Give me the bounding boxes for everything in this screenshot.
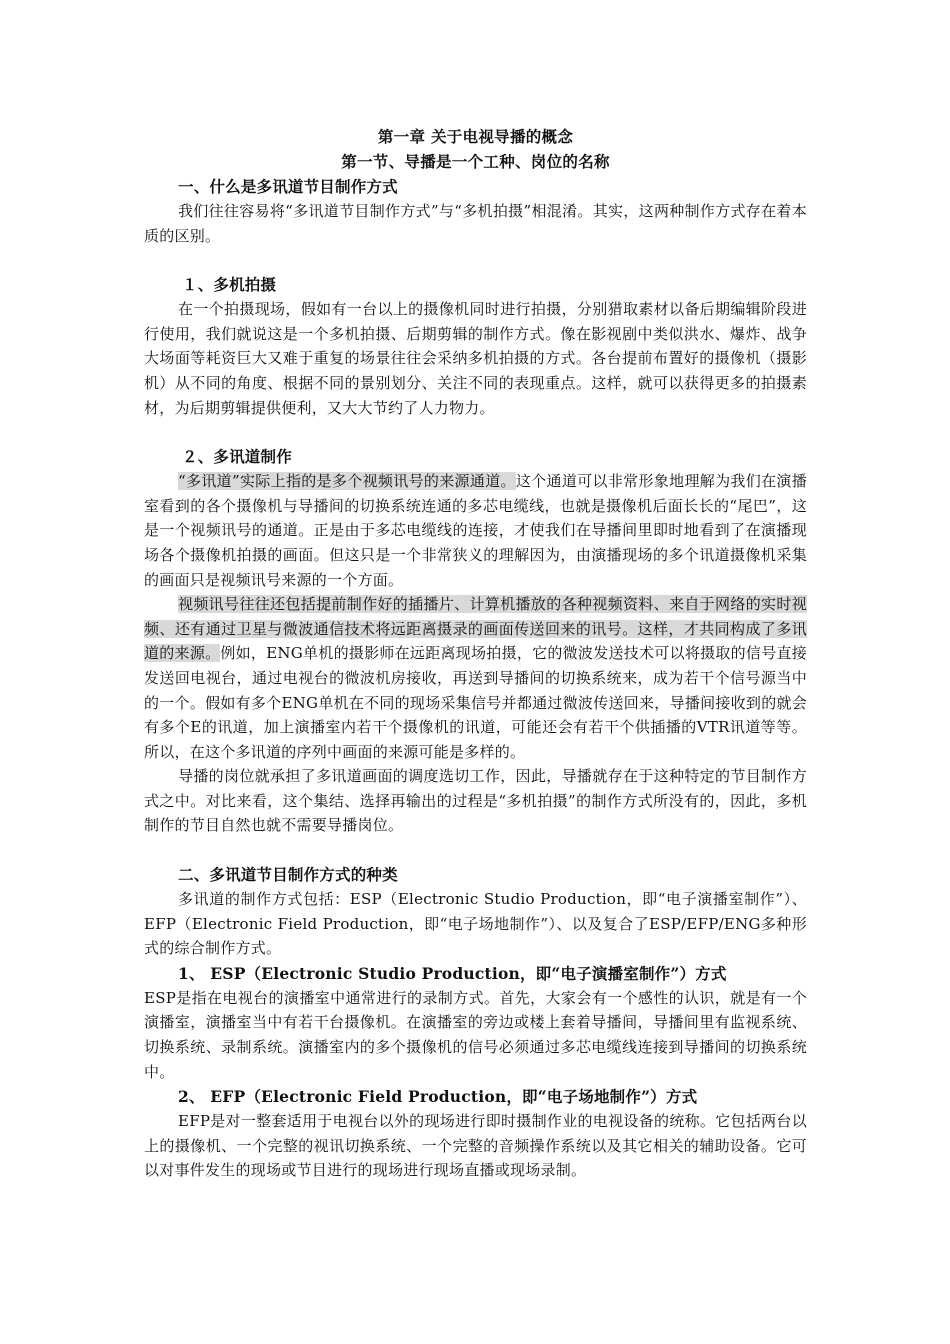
paragraph-text: 这个通道可以非常形象地理解为我们在演播室看到的各个摄像机与导播间的切换系统连通的多芯电缆线，也就是摄像机后面长长的“尾巴”，这是一个视频讯号的通道。正是由于多芯电缆线的连接，才使我们在导播间里即时地看到了在演播现场各个摄像机拍摄的画面。但这只是一个非常狭义的理解因为，由演播现场的多个讯道摄像机采集的画面只是视频讯号来源的一个方面。 bbox=[144, 472, 807, 589]
esp-paragraph: ESP是指在电视台的演播室中通常进行的录制方式。首先，大家会有一个感性的认识，就是有一个演播室，演播室当中有若干台摄像机。在演播室的旁边或楼上套着导播间，导播间里有监视系统、切换系统、录制系统。演播室内的多个摄像机的信号必须通过多芯电缆线连接到导播间的切换系统中。 bbox=[144, 988, 807, 1081]
document-body bbox=[144, 124, 807, 1183]
sub2-paragraph-3: 导播的岗位就承担了多讯道画面的调度选切工作，因此，导播就存在于这种特定的节目制作方式之中。对比来看，这个集结、选择再输出的过程是“多机拍摄”的制作方式所没有的，因此，多机制作的节目自然也就不需要导播岗位。 bbox=[144, 767, 807, 835]
efp-heading: 2、 EFP（Electronic Field Production，即“电子场地制作”）方式 bbox=[178, 1087, 698, 1107]
spacer bbox=[144, 420, 807, 444]
sub1-heading: １、多机拍摄 bbox=[182, 275, 277, 295]
paragraph-text: 例如，ENG单机的摄影师在远距离现场拍摄，它的微波发送技术可以将摄取的信号直接发送回电视台，通过电视台的微波机房接收，再送到导播间的切换系统来，成为若干个信号源当中的一个。假如有多个ENG单机在不同的现场采集信号并都通过微波传送回来，导播间接收到的就会有多个E的讯道，加上演播室内若干个摄像机的讯道，可能还会有若干个供插播的VTR讯道等等。所以，在这个多讯道的序列中画面的来源可能是多样的。 bbox=[144, 644, 807, 761]
part1-intro: 我们往往容易将“多讯道节目制作方式”与“多机拍摄”相混淆。其实，这两种制作方式存在着本质的区别。 bbox=[144, 202, 807, 245]
spacer bbox=[144, 248, 807, 272]
esp-heading: 1、 ESP（Electronic Studio Production，即“电子演播室制作”）方式 bbox=[178, 963, 727, 983]
efp-paragraph: EFP是对一整套适用于电视台以外的现场进行即时摄制作业的电视设备的统称。它包括两台以上的摄像机、一个完整的视讯切换系统、一个完整的音频操作系统以及其它相关的辅助设备。它可以对事件发生的现场或节目进行的现场进行现场直播或现场录制。 bbox=[144, 1112, 807, 1180]
sub1-paragraph: 在一个拍摄现场，假如有一台以上的摄像机同时进行拍摄，分别猎取素材以备后期编辑阶段进行使用，我们就说这是一个多机拍摄、后期剪辑的制作方式。像在影视剧中类似洪水、爆炸、战争大场面等耗资巨大又难于重复的场景往往会采纳多机拍摄的方式。各台提前布置好的摄像机（摄影机）从不同的角度、根据不同的景别划分、关注不同的表现重点。这样，就可以获得更多的拍摄素材，为后期剪辑提供便利，又大大节约了人力物力。 bbox=[144, 300, 807, 417]
sub2-paragraph-2 bbox=[144, 592, 807, 764]
part2-intro: 多讯道的制作方式包括：ESP（Electronic Studio Production，即“电子演播室制作”）、EFP（Electronic Field Production，即“电子场地制作”）、以及复合了ESP/EFP/ENG多种形式的综合制作方式。 bbox=[144, 890, 807, 958]
sub2-heading: ２、多讯道制作 bbox=[182, 447, 292, 467]
part1-heading: 一、什么是多讯道节目制作方式 bbox=[178, 177, 398, 196]
highlighted-text: “多讯道”实际上指的是多个视频讯号的来源通道。 bbox=[178, 472, 516, 491]
spacer bbox=[144, 838, 807, 862]
sub2-paragraph-1 bbox=[144, 469, 807, 592]
chapter-title: 第一章 关于电视导播的概念 bbox=[377, 127, 574, 146]
part2-heading: 二、多讯道节目制作方式的种类 bbox=[178, 865, 398, 885]
section-title: 第一节、导播是一个工种、岗位的名称 bbox=[341, 152, 610, 171]
highlighted-text: 视频讯号往往还包括提前制作好的插播片、计算机播放的各种视频资料、来自于网络的实时视频、还有通过卫星与微波通信技术将远距离摄录的画面传送回来的讯号。这样，才共同构成了多讯道的来源。 bbox=[144, 595, 807, 663]
